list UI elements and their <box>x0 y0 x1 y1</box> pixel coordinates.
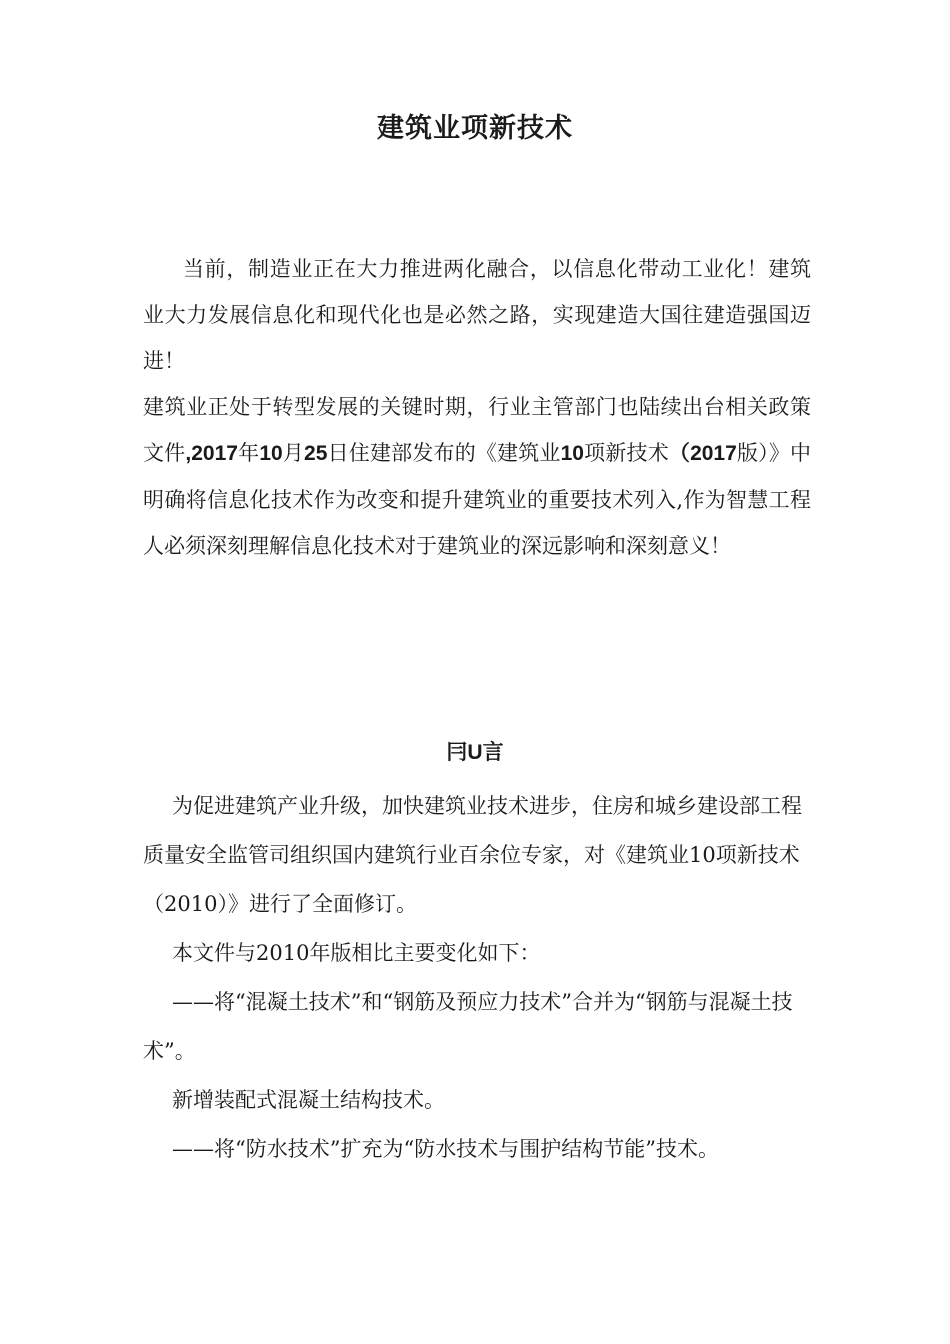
intro-ten: 10 <box>560 442 584 465</box>
intro-text-d: 日住建部发布的《建筑业 <box>327 441 561 465</box>
preface-heading-a: 冃 <box>446 739 468 764</box>
intro-edition: （2017 <box>668 442 737 465</box>
intro-paragraph-1: 当前，制造业正在大力推进两化融合，以信息化带动工业化！建筑业大力发展信息化和现代化也是必然之路，实现建造大国往建造强国迈进！ <box>143 257 811 373</box>
intro-month: 10 <box>259 442 283 465</box>
preface-paragraph-5: ——将“防水技术”扩充为“防水技术与围护结构节能”技术。 <box>172 1137 719 1161</box>
preface-heading <box>0 736 950 766</box>
preface-paragraph-1: 为促进建筑产业升级，加快建筑业技术进步，住房和城乡建设部工程质量安全监管司组织国内建筑行业百余位专家，对《建筑业10项新技术（2010）》进行了全面修订。 <box>143 794 802 916</box>
intro-text-f: 版）》中明确将信息化技术作为改变和提升建筑业的重要技术列入,作为智慧工程人必须深刻理解信息化技术对于建筑业的深远影响和深刻意义！ <box>143 441 812 558</box>
intro-day: 25 <box>304 442 328 465</box>
preface-heading-b: U <box>467 741 483 764</box>
intro-section <box>143 246 811 569</box>
document-title: 建筑业项新技术 <box>377 113 573 144</box>
preface-section <box>143 782 811 1174</box>
intro-text-e: 项新技术 <box>583 441 669 465</box>
preface-paragraph-2: 本文件与2010年版相比主要变化如下： <box>172 941 541 965</box>
intro-text-a: 建筑业正处于转型发展的关键时期，行业主管部门也陆续出台相关政策文件 <box>143 395 811 465</box>
preface-paragraph-4: 新增装配式混凝土结构技术。 <box>172 1088 445 1112</box>
preface-paragraph-3: ——将“混凝土技术”和“钢筋及预应力技术”合并为“钢筋与混凝土技术”。 <box>143 990 793 1063</box>
preface-heading-c: 言 <box>482 739 504 764</box>
intro-paragraph-2 <box>143 384 811 569</box>
intro-year: ,2017 <box>185 442 238 465</box>
intro-text-b: 年 <box>237 441 260 465</box>
intro-text-c: 月 <box>282 441 305 465</box>
